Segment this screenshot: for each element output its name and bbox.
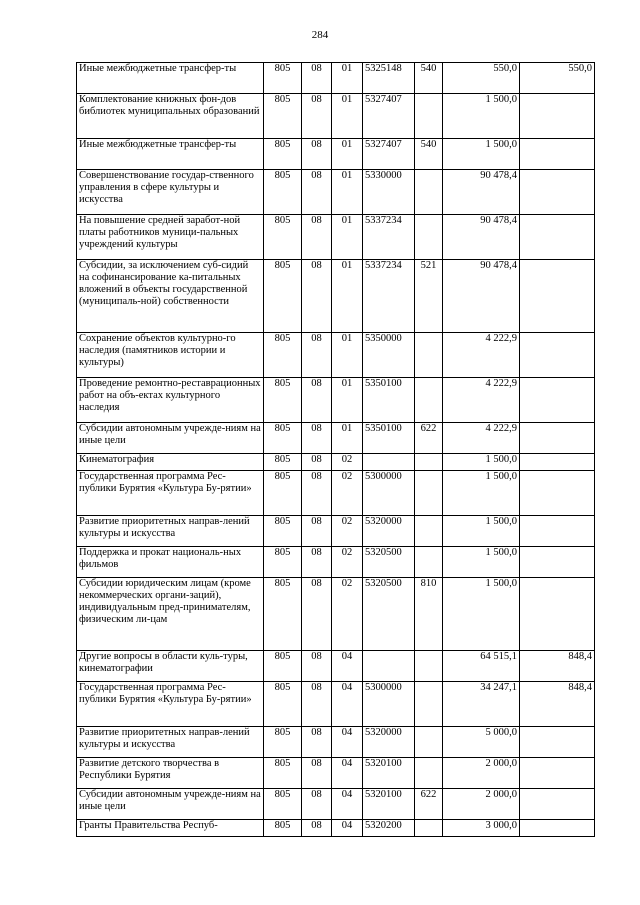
cell-rz: 08 (302, 378, 332, 423)
cell-pr: 01 (332, 215, 363, 260)
cell-pr: 02 (332, 516, 363, 547)
cell-name: Комплектование книжных фон-дов библиотек муниципальных образований (77, 94, 264, 139)
table-row (77, 423, 595, 454)
cell-sum: 1 500,0 (443, 139, 520, 170)
cell-rz: 08 (302, 820, 332, 837)
cell-sum2 (520, 727, 595, 758)
cell-rz: 08 (302, 333, 332, 378)
cell-ved: 805 (264, 215, 302, 260)
cell-pr: 01 (332, 94, 363, 139)
cell-vr (415, 215, 443, 260)
table-row (77, 471, 595, 516)
cell-ved: 805 (264, 260, 302, 333)
cell-sum2 (520, 423, 595, 454)
cell-sum: 2 000,0 (443, 789, 520, 820)
cell-csr (363, 651, 415, 682)
cell-sum2 (520, 471, 595, 516)
cell-name: На повышение средней заработ-ной платы работников муници-пальных учреждений культуры (77, 215, 264, 260)
cell-ved: 805 (264, 758, 302, 789)
cell-ved: 805 (264, 578, 302, 651)
cell-csr: 5320000 (363, 727, 415, 758)
cell-csr: 5300000 (363, 682, 415, 727)
cell-rz: 08 (302, 516, 332, 547)
cell-csr: 5320500 (363, 547, 415, 578)
cell-ved: 805 (264, 471, 302, 516)
cell-sum: 34 247,1 (443, 682, 520, 727)
cell-name: Субсидии автономным учрежде-ниям на иные цели (77, 423, 264, 454)
cell-sum: 1 500,0 (443, 516, 520, 547)
cell-vr (415, 94, 443, 139)
cell-pr: 04 (332, 651, 363, 682)
cell-sum2 (520, 547, 595, 578)
page-number: 284 (311, 29, 329, 41)
cell-vr: 622 (415, 423, 443, 454)
cell-sum: 64 515,1 (443, 651, 520, 682)
cell-sum2 (520, 215, 595, 260)
table-row (77, 170, 595, 215)
cell-name: Субсидии автономным учрежде-ниям на иные цели (77, 789, 264, 820)
cell-vr (415, 333, 443, 378)
cell-sum2 (520, 578, 595, 651)
table-row (77, 651, 595, 682)
cell-vr: 622 (415, 789, 443, 820)
cell-name: Проведение ремонтно-реставрационных работ на объ-ектах культурного наследия (77, 378, 264, 423)
cell-csr: 5327407 (363, 139, 415, 170)
cell-vr (415, 547, 443, 578)
cell-ved: 805 (264, 378, 302, 423)
cell-sum: 90 478,4 (443, 170, 520, 215)
cell-csr: 5327407 (363, 94, 415, 139)
cell-name: Гранты Правительства Респуб- (77, 820, 264, 837)
cell-vr: 521 (415, 260, 443, 333)
cell-vr (415, 516, 443, 547)
cell-csr: 5330000 (363, 170, 415, 215)
cell-vr (415, 682, 443, 727)
cell-csr: 5350100 (363, 423, 415, 454)
cell-pr: 02 (332, 547, 363, 578)
table-row (77, 215, 595, 260)
cell-rz: 08 (302, 789, 332, 820)
cell-pr: 04 (332, 758, 363, 789)
cell-vr (415, 651, 443, 682)
cell-rz: 08 (302, 63, 332, 94)
cell-sum2: 550,0 (520, 63, 595, 94)
cell-rz: 08 (302, 260, 332, 333)
cell-csr: 5320100 (363, 789, 415, 820)
cell-pr: 02 (332, 578, 363, 651)
cell-csr: 5320200 (363, 820, 415, 837)
cell-pr: 01 (332, 423, 363, 454)
cell-rz: 08 (302, 578, 332, 651)
cell-sum2 (520, 758, 595, 789)
cell-csr: 5300000 (363, 471, 415, 516)
cell-rz: 08 (302, 547, 332, 578)
cell-sum2 (520, 516, 595, 547)
cell-ved: 805 (264, 63, 302, 94)
cell-sum: 90 478,4 (443, 260, 520, 333)
cell-sum: 550,0 (443, 63, 520, 94)
cell-rz: 08 (302, 423, 332, 454)
table-row (77, 758, 595, 789)
cell-name: Субсидии, за исключением суб-сидий на софинансирование ка-питальных вложений в объекты государственной (муниципаль-ной) собственности (77, 260, 264, 333)
cell-ved: 805 (264, 139, 302, 170)
cell-rz: 08 (302, 727, 332, 758)
cell-vr (415, 454, 443, 471)
table-row (77, 820, 595, 837)
cell-pr: 04 (332, 789, 363, 820)
cell-sum: 4 222,9 (443, 423, 520, 454)
cell-vr (415, 727, 443, 758)
cell-pr: 01 (332, 378, 363, 423)
cell-pr: 04 (332, 727, 363, 758)
cell-name: Поддержка и прокат националь-ных фильмов (77, 547, 264, 578)
cell-name: Развитие детского творчества в Республики Бурятия (77, 758, 264, 789)
cell-ved: 805 (264, 170, 302, 215)
cell-rz: 08 (302, 94, 332, 139)
cell-vr (415, 170, 443, 215)
cell-rz: 08 (302, 682, 332, 727)
cell-sum: 3 000,0 (443, 820, 520, 837)
cell-rz: 08 (302, 651, 332, 682)
table-row (77, 682, 595, 727)
cell-rz: 08 (302, 471, 332, 516)
cell-sum: 2 000,0 (443, 758, 520, 789)
cell-sum: 1 500,0 (443, 471, 520, 516)
cell-vr: 540 (415, 139, 443, 170)
cell-pr: 01 (332, 170, 363, 215)
budget-table (76, 62, 595, 837)
cell-sum: 1 500,0 (443, 578, 520, 651)
cell-ved: 805 (264, 727, 302, 758)
cell-name: Кинематография (77, 454, 264, 471)
table-row (77, 547, 595, 578)
cell-pr: 04 (332, 820, 363, 837)
cell-sum2 (520, 333, 595, 378)
cell-csr: 5320000 (363, 516, 415, 547)
cell-csr: 5320100 (363, 758, 415, 789)
table-row (77, 63, 595, 94)
cell-sum: 1 500,0 (443, 94, 520, 139)
table-row (77, 454, 595, 471)
cell-name: Государственная программа Рес-публики Бурятия «Культура Бу-рятии» (77, 682, 264, 727)
cell-csr: 5320500 (363, 578, 415, 651)
cell-ved: 805 (264, 423, 302, 454)
cell-sum2 (520, 170, 595, 215)
cell-pr: 01 (332, 63, 363, 94)
cell-sum2: 848,4 (520, 682, 595, 727)
cell-csr: 5337234 (363, 260, 415, 333)
cell-sum2 (520, 454, 595, 471)
cell-sum2 (520, 260, 595, 333)
cell-rz: 08 (302, 454, 332, 471)
cell-sum2 (520, 378, 595, 423)
cell-sum2 (520, 94, 595, 139)
cell-pr: 02 (332, 471, 363, 516)
cell-name: Иные межбюджетные трансфер-ты (77, 63, 264, 94)
table-row (77, 260, 595, 333)
cell-pr: 04 (332, 682, 363, 727)
cell-ved: 805 (264, 820, 302, 837)
cell-ved: 805 (264, 547, 302, 578)
cell-ved: 805 (264, 516, 302, 547)
cell-ved: 805 (264, 651, 302, 682)
cell-vr (415, 820, 443, 837)
cell-csr: 5337234 (363, 215, 415, 260)
cell-vr: 810 (415, 578, 443, 651)
cell-pr: 01 (332, 139, 363, 170)
cell-sum: 90 478,4 (443, 215, 520, 260)
cell-sum2 (520, 820, 595, 837)
table-row (77, 94, 595, 139)
cell-ved: 805 (264, 94, 302, 139)
cell-sum: 4 222,9 (443, 378, 520, 423)
cell-sum2: 848,4 (520, 651, 595, 682)
cell-name: Сохранение объектов культурно-го наследия (памятников истории и культуры) (77, 333, 264, 378)
table-row (77, 378, 595, 423)
cell-name: Иные межбюджетные трансфер-ты (77, 139, 264, 170)
cell-csr: 5350000 (363, 333, 415, 378)
cell-csr: 5350100 (363, 378, 415, 423)
table-row (77, 789, 595, 820)
cell-sum: 4 222,9 (443, 333, 520, 378)
cell-sum: 1 500,0 (443, 547, 520, 578)
cell-sum2 (520, 139, 595, 170)
cell-name: Государственная программа Рес-публики Бурятия «Культура Бу-рятии» (77, 471, 264, 516)
table-row (77, 139, 595, 170)
table-row (77, 578, 595, 651)
cell-name: Совершенствование государ-ственного управления в сфере культуры и искусства (77, 170, 264, 215)
cell-csr (363, 454, 415, 471)
cell-sum: 1 500,0 (443, 454, 520, 471)
cell-pr: 01 (332, 260, 363, 333)
cell-rz: 08 (302, 139, 332, 170)
cell-name: Развитие приоритетных направ-лений культуры и искусства (77, 516, 264, 547)
cell-ved: 805 (264, 682, 302, 727)
cell-csr: 5325148 (363, 63, 415, 94)
table-row (77, 516, 595, 547)
cell-ved: 805 (264, 333, 302, 378)
cell-name: Развитие приоритетных направ-лений культуры и искусства (77, 727, 264, 758)
cell-name: Субсидии юридическим лицам (кроме некоммерческих органи-заций), индивидуальным пред-принимателям, физическим ли-цам (77, 578, 264, 651)
cell-vr (415, 471, 443, 516)
table-row (77, 333, 595, 378)
cell-vr: 540 (415, 63, 443, 94)
cell-pr: 01 (332, 333, 363, 378)
cell-pr: 02 (332, 454, 363, 471)
cell-vr (415, 378, 443, 423)
cell-vr (415, 758, 443, 789)
cell-name: Другие вопросы в области куль-туры, кинематографии (77, 651, 264, 682)
cell-ved: 805 (264, 454, 302, 471)
cell-rz: 08 (302, 170, 332, 215)
cell-ved: 805 (264, 789, 302, 820)
cell-rz: 08 (302, 758, 332, 789)
table-row (77, 727, 595, 758)
cell-rz: 08 (302, 215, 332, 260)
cell-sum2 (520, 789, 595, 820)
cell-sum: 5 000,0 (443, 727, 520, 758)
